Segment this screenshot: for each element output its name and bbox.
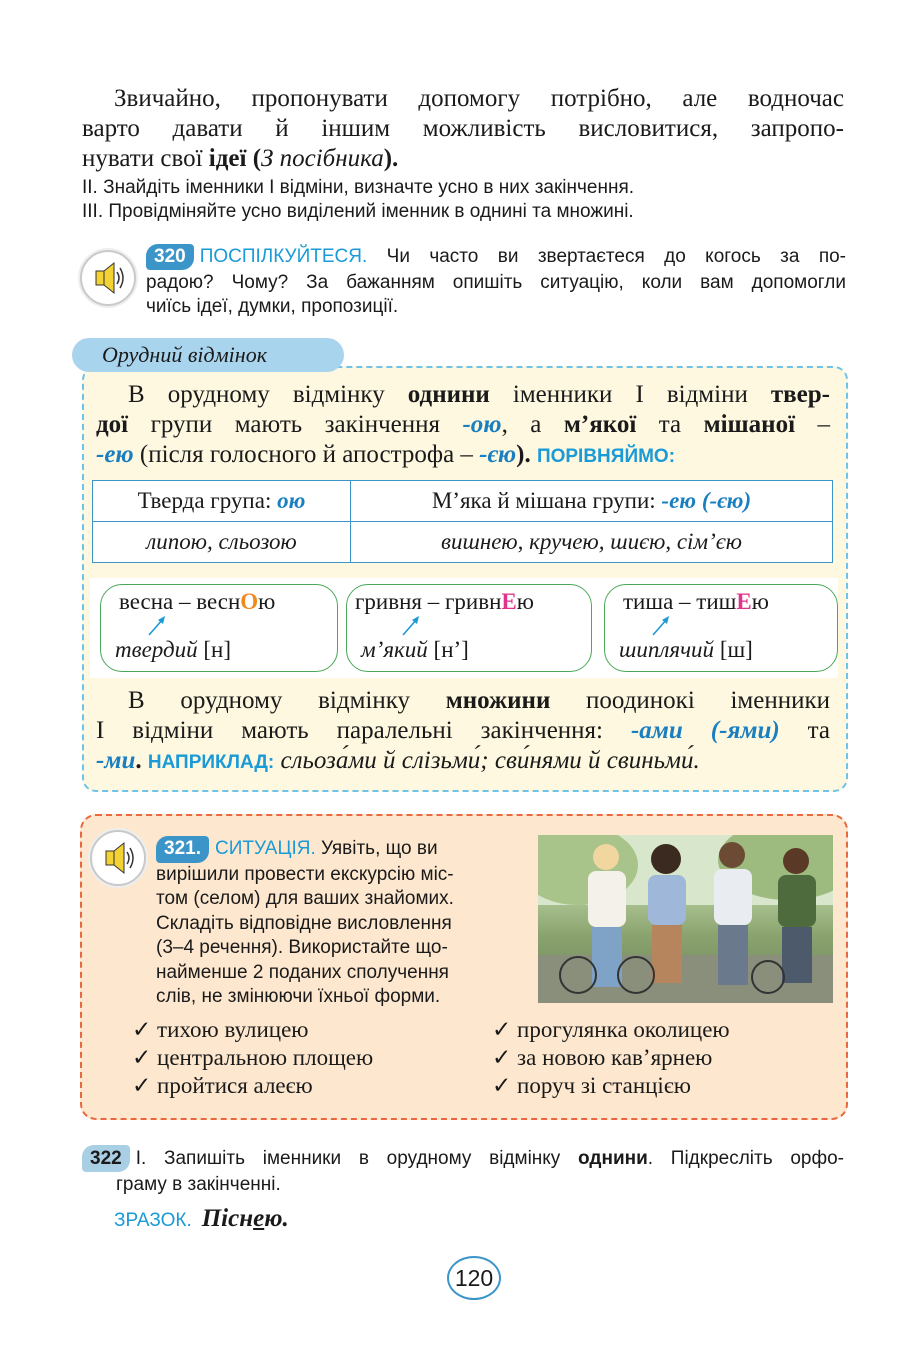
sample: [114, 1205, 289, 1233]
rule-p2-ending-my: -ми: [96, 747, 136, 774]
exercise-321-l6: найменше 2 поданих сполучення: [156, 961, 449, 983]
exercise-321-l1: Уявіть, що ви: [315, 838, 438, 859]
example-label: [115, 637, 231, 663]
table-header-soft: [351, 481, 833, 522]
rule-p2-plural: множини: [445, 687, 551, 714]
rule-p2-ending-amy: -ами (-ями): [630, 717, 780, 744]
arrow-icon: [147, 615, 167, 637]
page-number: 120: [447, 1256, 501, 1300]
exercise-321-l4: Складіть відповідне висловлення: [156, 912, 452, 934]
intro-paren-close: ).: [383, 145, 399, 172]
example-label: [619, 637, 753, 663]
rule-p1-ending-eyu: -ею: [96, 441, 134, 468]
rule-p2-l2c: та: [779, 717, 831, 744]
exercise-321-l7: слів, не змінюючи їхньої форми.: [156, 986, 441, 1007]
speaker-icon[interactable]: [90, 830, 146, 886]
sample-orthogram: е: [253, 1205, 265, 1232]
example-label-text: м’який: [361, 637, 428, 662]
exercise-321-number: 321.: [156, 836, 209, 863]
task-iii: III. Провідміняйте усно виділений іменник в однині та множині.: [82, 201, 634, 222]
table-header-hard: [93, 481, 351, 522]
list-item: ✓ центральною площею: [132, 1045, 374, 1070]
rule-p1-singular: однини: [407, 381, 490, 408]
example-word-end: ю: [751, 589, 769, 614]
rule-p1-l3b: (після голосного й апострофа –: [133, 441, 480, 468]
rule-p1-mixed: мішаної: [703, 411, 796, 438]
list-item: ✓ поруч зі станцією: [492, 1073, 691, 1098]
rule-p1-hard: твер-: [770, 381, 830, 408]
exercise-321-l2: вирішили провести екскурсію міс-: [156, 863, 454, 885]
rule-p2-l1c: поодинокі іменники: [550, 687, 830, 714]
phrases-left: [132, 1016, 373, 1100]
exercise-322-number: 322: [82, 1145, 130, 1172]
exercise-320-heading: ПОСПІЛКУЙТЕСЯ.: [199, 246, 368, 267]
rule-p1-l2h: –: [795, 411, 830, 438]
example-box-sibilant: [604, 584, 838, 672]
table-cell-hard: липою, сльозою: [93, 522, 351, 563]
example-label-text: шиплячий: [619, 637, 715, 662]
example-label-naprykl: НАПРИКЛАД:: [147, 752, 275, 773]
compare-label: ПОРІВНЯЙМО:: [536, 446, 676, 467]
example-box-soft: [346, 584, 592, 672]
rule-p2-l1a: В орудному відмінку: [128, 687, 446, 714]
list-item: ✓ пройтися алеєю: [132, 1073, 313, 1098]
example-ending-letter: Е: [501, 589, 517, 614]
rule-p2-examples: сльоза́ми й слізьми́; сви́нями й свиньми́.: [274, 747, 700, 774]
rule-paragraph-2: [96, 686, 830, 778]
intro-source: З посібника: [261, 145, 384, 172]
example-ending-letter: О: [240, 589, 259, 614]
arrow-icon: [401, 615, 421, 637]
exercise-321-l5: (3–4 речення). Використайте що-: [156, 937, 448, 958]
exercise-322-l2: граму в закінченні.: [116, 1174, 281, 1195]
exercise-321-l3: том (селом) для ваших знайомих.: [156, 888, 454, 909]
example-word: [119, 589, 275, 615]
example-label-text: твердий: [115, 637, 198, 662]
rule-p1-l3d: ).: [516, 441, 537, 468]
exercise-321-text: [156, 836, 508, 1010]
rule-p2-l3b: .: [135, 747, 148, 774]
example-box-hard: [100, 584, 338, 672]
sample-word: Пісн: [201, 1205, 254, 1232]
exercise-320-text1: Чи часто ви звертаєтеся до когось за по-: [367, 246, 846, 267]
table-header-soft-label: М’яка й мішана групи:: [431, 488, 662, 513]
task-ii: II. Знайдіть іменники I відміни, визначте усно в них закінчення.: [82, 177, 635, 198]
exercise-321-heading: СИТУАЦІЯ.: [214, 838, 316, 859]
example-word-text: тиша – тиш: [623, 589, 737, 614]
rule-p1-l2d: , а: [501, 411, 564, 438]
endings-table: [92, 480, 833, 563]
rule-p1-l1c: іменники I відміни: [489, 381, 771, 408]
case-tab: Орудний відмінок: [72, 338, 344, 372]
rule-p1-l1a: В орудному відмінку: [128, 381, 408, 408]
example-sound: [н]: [197, 637, 232, 662]
exercise-320-text2: радою? Чому? За бажанням опишіть ситуацію, коли вам допомогли: [146, 272, 846, 293]
intro-paren-open: (: [246, 145, 262, 172]
exercise-322-l1c: . Підкресліть орфо-: [647, 1148, 844, 1169]
rule-p1-l2f: та: [636, 411, 704, 438]
exercise-320-number: 320: [146, 244, 194, 270]
example-word: [355, 589, 534, 615]
intro-line2: варто давати й іншим можливість висловитися, запропо-: [82, 115, 844, 142]
example-word-end: ю: [516, 589, 534, 614]
rule-p1-ending-yeyu: -єю: [479, 441, 517, 468]
example-sound: [ш]: [714, 637, 753, 662]
exercise-320: [146, 244, 846, 270]
rule-p1-hard2: дої: [96, 411, 129, 438]
exercise-322-singular: однини: [578, 1148, 648, 1169]
example-word: [623, 589, 769, 615]
example-word-end: ю: [258, 589, 276, 614]
exercise-322: [82, 1145, 844, 1197]
rule-p2-l2a: I відміни мають паралельні закінчення:: [96, 717, 631, 744]
intro-line1: Звичайно, пропонувати допомогу потрібно, але водночас: [114, 85, 844, 112]
intro-ideas: ідеї: [208, 145, 247, 172]
students-photo: [538, 835, 833, 1003]
intro-line3: нувати свої: [82, 145, 209, 172]
example-label: [361, 637, 469, 663]
rule-p1-l2b: групи мають закінчення: [128, 411, 463, 438]
table-row: [93, 522, 833, 563]
intro-paragraph: [82, 84, 844, 174]
phrases-right: [492, 1016, 730, 1100]
table-row: [93, 481, 833, 522]
table-header-soft-ending: -ею (-єю): [661, 488, 752, 513]
table-cell-soft: вишнею, кручею, шиєю, сім’єю: [351, 522, 833, 563]
sample-word-end: ю.: [264, 1205, 289, 1232]
table-header-hard-label: Тверда група:: [137, 488, 278, 513]
table-header-hard-ending: ою: [277, 488, 306, 513]
list-item: ✓ прогулянка околицею: [492, 1017, 730, 1042]
sample-label: ЗРАЗОК.: [114, 1210, 192, 1231]
example-word-text: весна – весн: [119, 589, 241, 614]
list-item: ✓ тихою вулицею: [132, 1017, 309, 1042]
example-word-text: гривня – гривн: [355, 589, 502, 614]
list-item: ✓ за новою кав’ярнею: [492, 1045, 713, 1070]
example-sound: [н’]: [427, 637, 469, 662]
rule-p1-ending-oyu: -ою: [462, 411, 502, 438]
example-ending-letter: Е: [736, 589, 752, 614]
speaker-icon[interactable]: [80, 250, 136, 306]
rule-paragraph-1: [96, 380, 830, 472]
rule-p1-soft: м’якої: [563, 411, 637, 438]
exercise-320-text3: чиїсь ідеї, думки, пропозиції.: [146, 296, 399, 317]
arrow-icon: [651, 615, 671, 637]
exercise-322-l1a: I. Запишіть іменники в орудному відмінку: [135, 1148, 579, 1169]
